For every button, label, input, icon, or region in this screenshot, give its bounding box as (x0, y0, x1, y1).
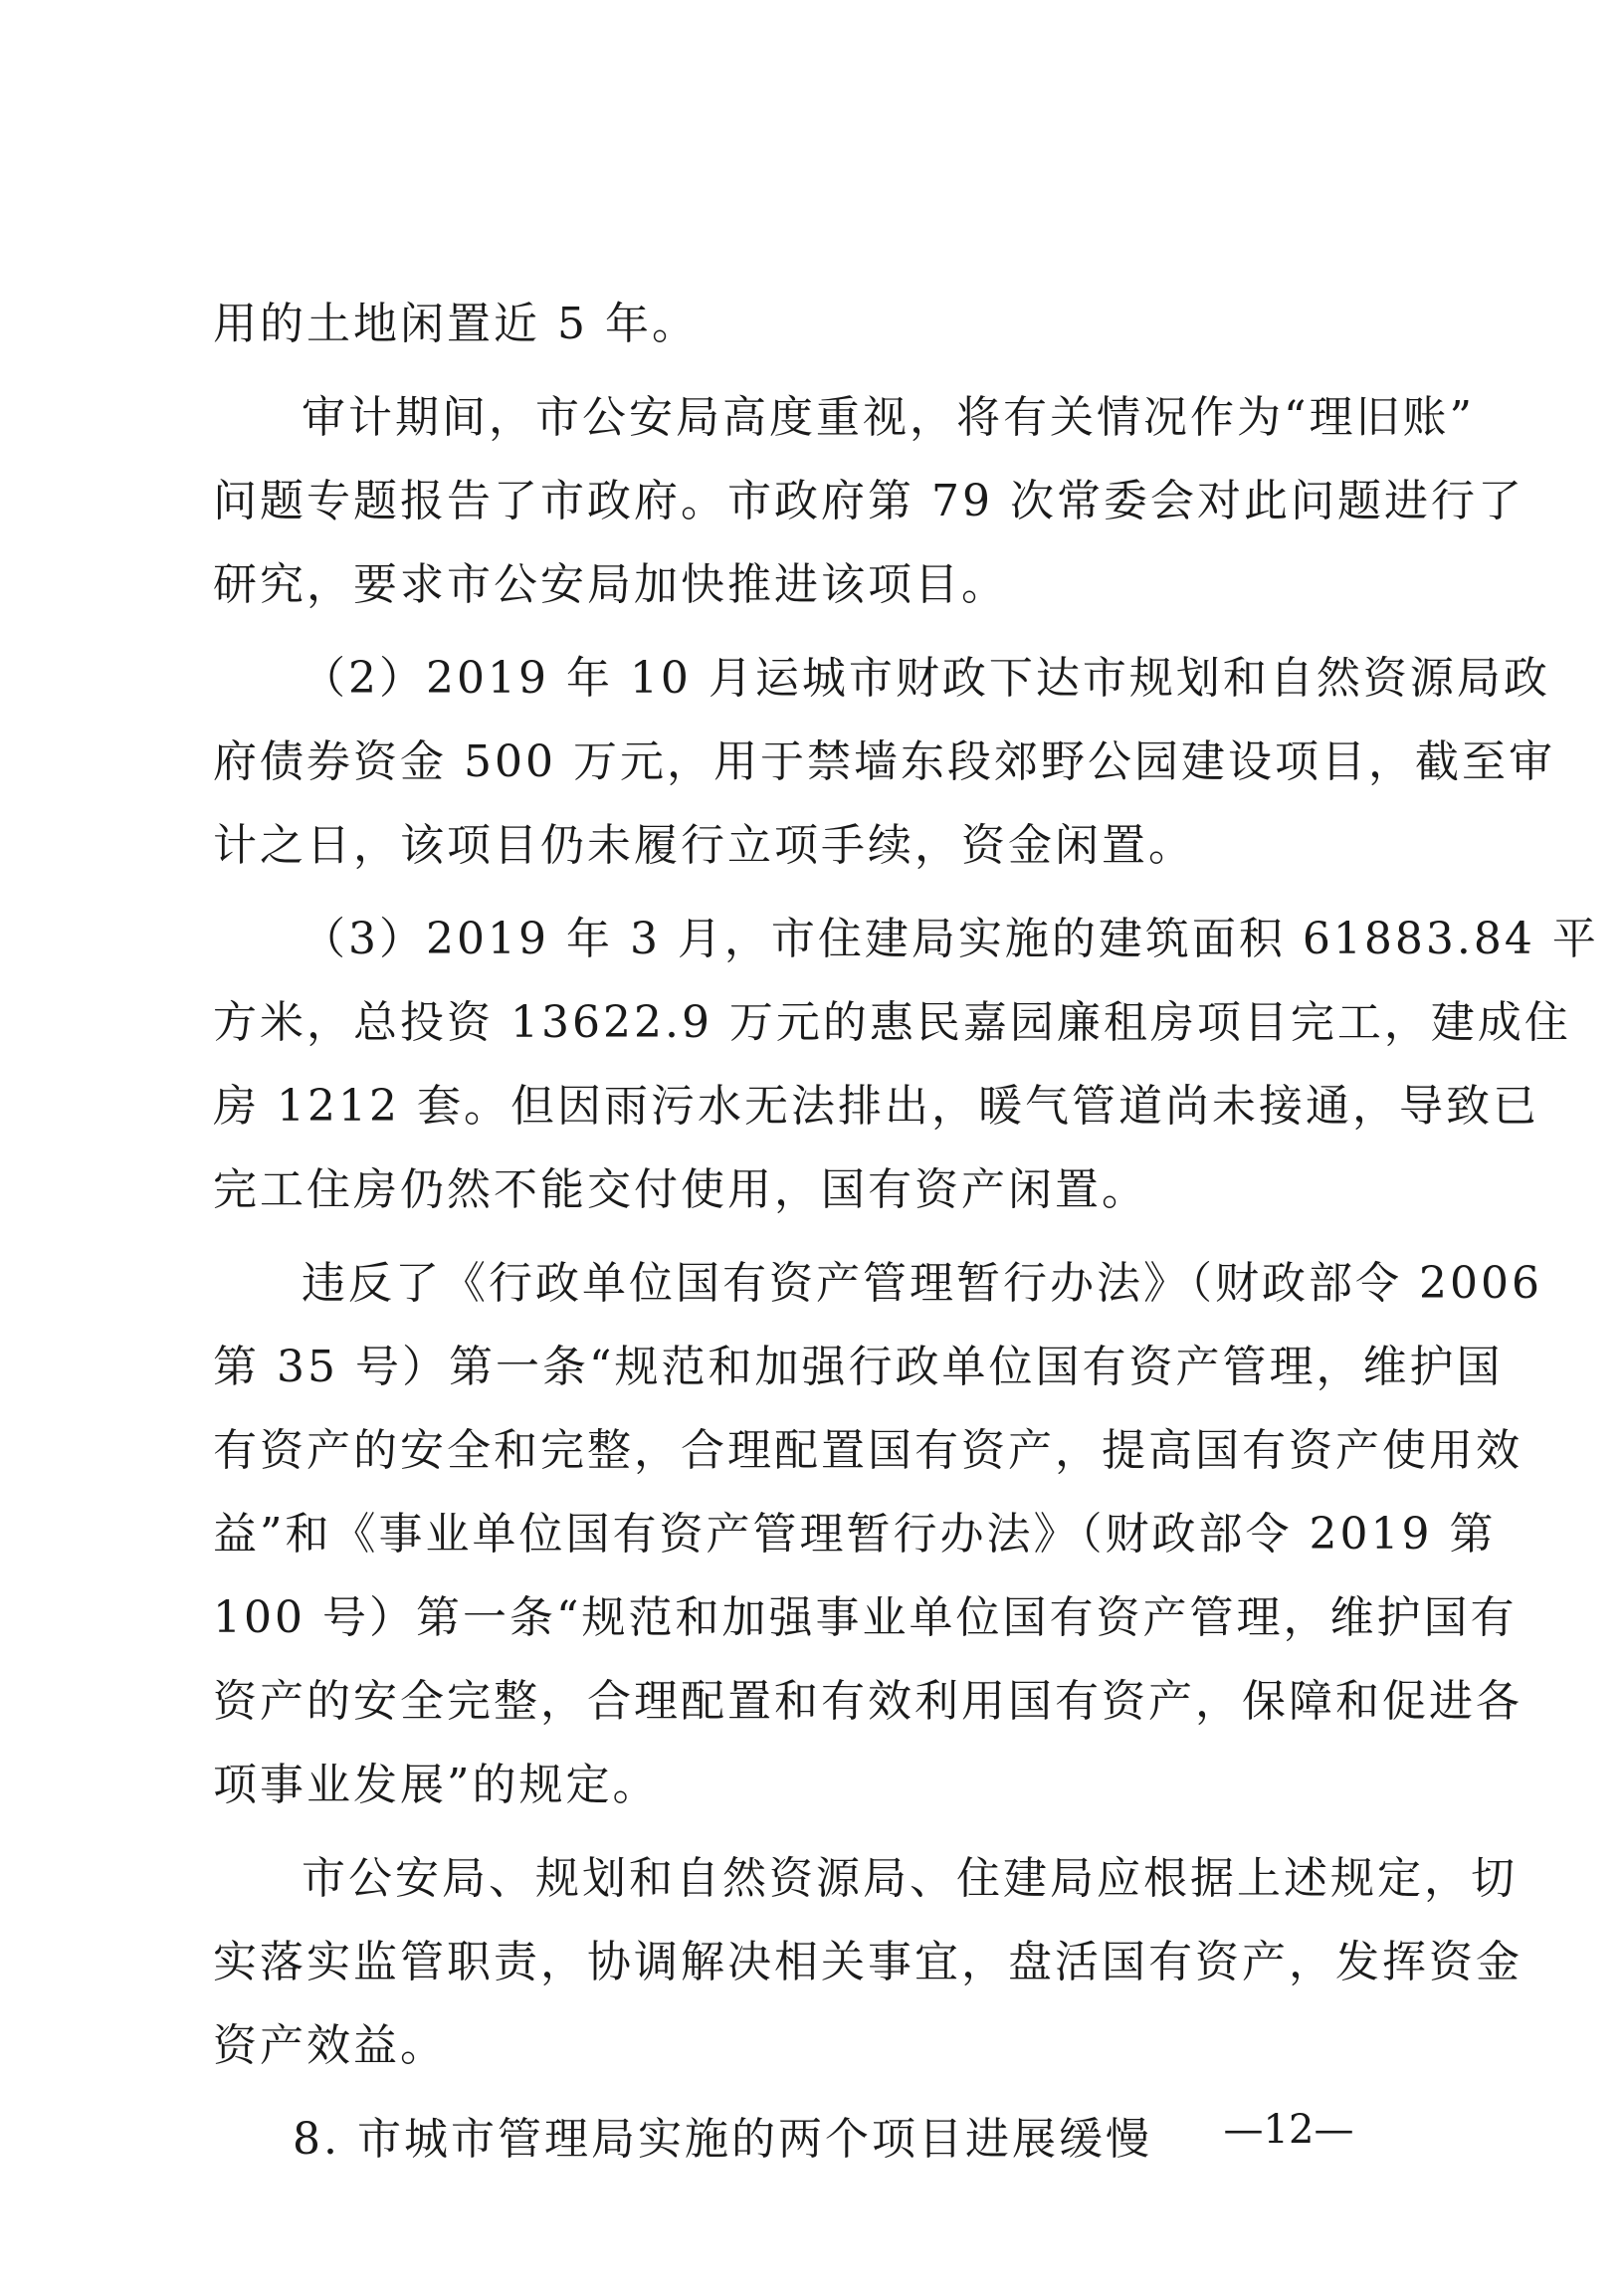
page-number: —12— (1223, 2107, 1354, 2153)
paragraph-line: （2）2019 年 10 月运城市财政下达市规划和自然资源局政 (302, 653, 1550, 704)
section-heading: 8. 市城市管理局实施的两个项目进展缓慢 (293, 2114, 1152, 2165)
paragraph-line: 计之日，该项目仍未履行立项手续，资金闲置。 (213, 820, 1195, 871)
paragraph-line: 审计期间，市公安局高度重视，将有关情况作为“理旧账” (302, 392, 1475, 443)
paragraph-line: 项事业发展”的规定。 (213, 1760, 660, 1810)
paragraph-line: 府债券资金 500 万元，用于禁墙东段郊野公园建设项目，截至审 (213, 736, 1555, 787)
paragraph-line: 完工住房仍然不能交付使用，国有资产闲置。 (213, 1164, 1148, 1215)
paragraph-line: 益”和《事业单位国有资产管理暂行办法》（财政部令 2019 第 (213, 1509, 1497, 1560)
paragraph-line: 实落实监管职责，协调解决相关事宜，盘活国有资产，发挥资金 (213, 1937, 1522, 1987)
paragraph-line: 用的土地闲置近 5 年。 (213, 299, 699, 349)
paragraph-line: 房 1212 套。但因雨污水无法排出，暖气管道尚未接通，导致已 (213, 1081, 1539, 1132)
paragraph-line: （3）2019 年 3 月，市住建局实施的建筑面积 61883.84 平 (302, 914, 1599, 964)
paragraph-line: 问题专题报告了市政府。市政府第 79 次常委会对此问题进行了 (213, 476, 1524, 526)
paragraph-line: 违反了《行政单位国有资产管理暂行办法》（财政部令 2006 (302, 1258, 1542, 1309)
paragraph-line: 有资产的安全和完整，合理配置国有资产，提高国有资产使用效 (213, 1425, 1522, 1476)
paragraph-line: 研究，要求市公安局加快推进该项目。 (213, 559, 1008, 610)
paragraph-line: 100 号）第一条“规范和加强事业单位国有资产管理，维护国有 (213, 1592, 1518, 1643)
paragraph-line: 资产效益。 (213, 2020, 447, 2071)
paragraph-line: 资产的安全完整，合理配置和有效利用国有资产，保障和促进各 (213, 1676, 1522, 1727)
paragraph-line: 第 35 号）第一条“规范和加强行政单位国有资产管理，维护国 (213, 1342, 1504, 1392)
paragraph-line: 方米，总投资 13622.9 万元的惠民嘉园廉租房项目完工，建成住 (213, 997, 1571, 1048)
paragraph-line: 市公安局、规划和自然资源局、住建局应根据上述规定，切 (302, 1853, 1518, 1904)
